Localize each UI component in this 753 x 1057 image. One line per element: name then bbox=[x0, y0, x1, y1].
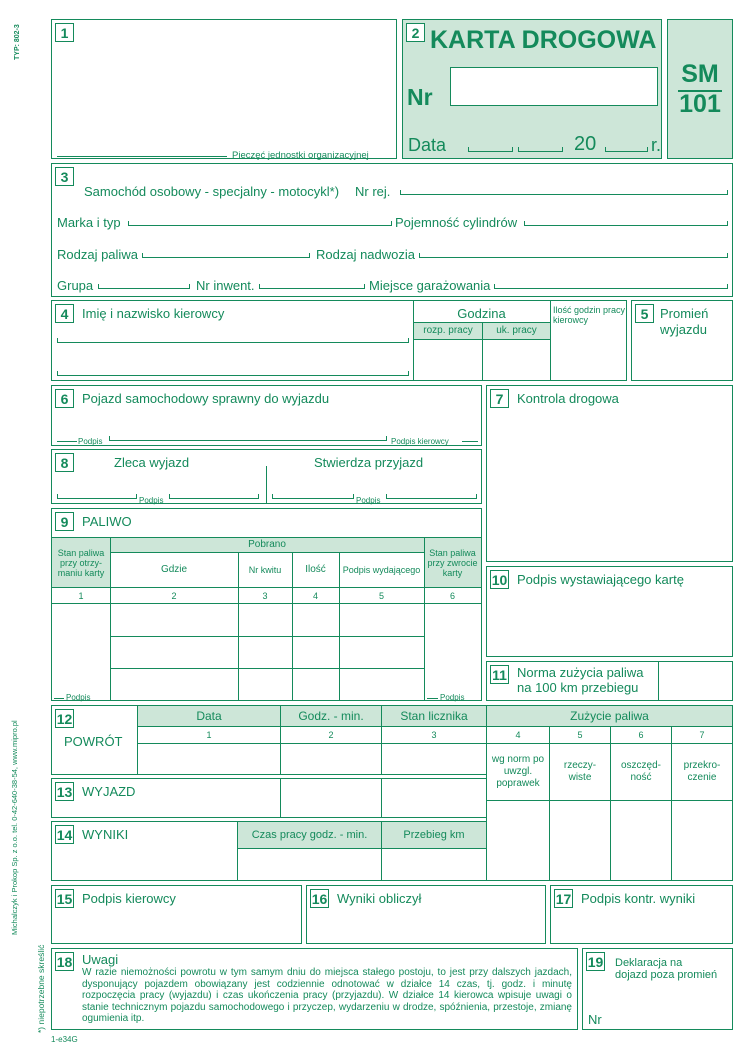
paliwo-label: Rodzaj paliwa bbox=[57, 247, 138, 262]
norma-label-2: na 100 km przebiegu bbox=[517, 680, 639, 695]
footnote: *) niepotrzebne skreślić bbox=[36, 944, 46, 1033]
rozp-header: rozp. pracy bbox=[423, 325, 473, 336]
stwierdza-label: Stwierdza przyjazd bbox=[314, 455, 424, 470]
powrot-label: POWRÓT bbox=[64, 734, 123, 749]
podpis-kierowcy-label: Podpis kierowcy bbox=[391, 437, 449, 446]
box-18-remarks bbox=[51, 948, 578, 1030]
gdzie-header: Gdzie bbox=[160, 564, 188, 575]
nr-label: Nr bbox=[407, 84, 433, 110]
wyjazd-label: WYJAZD bbox=[82, 784, 136, 799]
col-5: 5 bbox=[378, 590, 384, 601]
wg-norm-header: wg norm po uwzgl. poprawek bbox=[491, 754, 545, 789]
col-6: 6 bbox=[638, 730, 644, 740]
stamp-label: Pieczęć jednostki organizacyjnej bbox=[232, 150, 369, 161]
zleca-label: Zleca wyjazd bbox=[114, 455, 190, 470]
box-number: 9 bbox=[55, 512, 74, 531]
podpis-left-label: Podpis bbox=[66, 693, 91, 702]
pojemnosc-field[interactable] bbox=[524, 221, 728, 226]
stwierdza-podpis-field2[interactable] bbox=[386, 494, 477, 499]
col-3: 3 bbox=[262, 590, 268, 601]
box-15-driver-signature[interactable] bbox=[51, 885, 302, 944]
date-year-field[interactable] bbox=[605, 147, 648, 152]
zleca-podpis-field[interactable] bbox=[57, 494, 137, 499]
box-5-radius[interactable] bbox=[631, 300, 733, 381]
uk-field[interactable] bbox=[483, 340, 550, 380]
box-number: 10 bbox=[491, 572, 508, 588]
wyjazd-godz-field[interactable] bbox=[281, 779, 381, 817]
wyniki-obliczyl-label: Wyniki obliczył bbox=[337, 891, 422, 906]
box-number: 2 bbox=[406, 23, 425, 42]
box-number: 12 bbox=[56, 711, 73, 727]
box-number: 6 bbox=[55, 389, 74, 408]
vehicle-type: Samochód osobowy - specjalny - motocykl*) bbox=[84, 184, 340, 199]
box-number: 11 bbox=[490, 665, 509, 684]
godz-header: Godz. - min. bbox=[298, 709, 364, 723]
przekroczenie-header: przekro-czenie bbox=[683, 760, 721, 783]
ilosc-header: Ilość bbox=[305, 564, 326, 575]
marka-label: Marka i typ bbox=[57, 215, 121, 230]
garaz-field[interactable] bbox=[494, 284, 728, 289]
nadwozie-field[interactable] bbox=[419, 253, 728, 258]
box-3-vehicle bbox=[51, 163, 733, 297]
stwierdza-podpis-field[interactable] bbox=[272, 494, 354, 499]
deklaracja-nr-label: Nr bbox=[588, 1012, 602, 1027]
czas-pracy-field[interactable] bbox=[238, 849, 381, 880]
box-number: 15 bbox=[56, 891, 73, 907]
box-10-issuer[interactable] bbox=[486, 566, 733, 657]
rzeczywiste-header: rzeczy-wiste bbox=[563, 760, 597, 783]
czas-pracy-header: Czas pracy godz. - min. bbox=[251, 829, 368, 841]
stan-zwrotu-header: Stan paliwa przy zwrocie karty bbox=[427, 547, 478, 578]
box-number: 17 bbox=[555, 891, 572, 907]
badge-sm: SM bbox=[681, 60, 719, 88]
col-2: 2 bbox=[328, 730, 334, 740]
col-6: 6 bbox=[449, 590, 455, 601]
godzina-header: Godzina bbox=[457, 306, 506, 321]
stan-otrzymania-header: Stan paliwa przy otrzy-maniu karty bbox=[57, 547, 105, 578]
wydajacego-header: Podpis wydającego bbox=[342, 565, 421, 575]
box-number: 18 bbox=[56, 954, 73, 970]
box-8-dispatch bbox=[51, 449, 482, 504]
grupa-field[interactable] bbox=[98, 284, 190, 289]
box-number: 8 bbox=[55, 453, 74, 472]
date-month-field[interactable] bbox=[518, 147, 563, 152]
box-1-stamp bbox=[51, 19, 397, 159]
podpis-right-label: Podpis bbox=[440, 693, 465, 702]
form-title: KARTA DROGOWA bbox=[430, 26, 657, 54]
nadwozie-label: Rodzaj nadwozia bbox=[316, 247, 416, 262]
fuel-usage-table bbox=[486, 705, 733, 881]
norma-label-1: Norma zużycia paliwa bbox=[517, 665, 644, 680]
box-17-control-signature[interactable] bbox=[550, 885, 733, 944]
paliwo-field[interactable] bbox=[142, 253, 310, 258]
box-number: 1 bbox=[55, 23, 74, 42]
rozp-field[interactable] bbox=[414, 340, 482, 380]
col-3: 3 bbox=[431, 730, 437, 740]
zleca-podpis-field2[interactable] bbox=[169, 494, 259, 499]
data-label: Data bbox=[408, 135, 447, 155]
stwierdza-podpis-label: Podpis bbox=[356, 496, 381, 505]
box-number: 19 bbox=[587, 954, 604, 970]
oszczednosc-header: oszczęd-ność bbox=[620, 760, 661, 783]
pojemnosc-label: Pojemność cylindrów bbox=[395, 215, 518, 230]
garaz-label: Miejsce garażowania bbox=[369, 278, 491, 293]
box-number: 13 bbox=[56, 784, 73, 800]
box-number: 14 bbox=[56, 827, 73, 843]
ilosc-godzin-header: Ilość godzin pracy kierowcy bbox=[553, 305, 626, 325]
date-day-field[interactable] bbox=[468, 147, 513, 152]
box-9-fuel bbox=[51, 508, 482, 701]
wyjazdu-label: wyjazdu bbox=[660, 322, 707, 337]
publisher-info: Michalczyk i Prokop Sp. z o.o. tel. 0-42-640-38-54, www.mipro.pl bbox=[10, 720, 19, 935]
kwit-header: Nr kwitu bbox=[248, 565, 282, 575]
kontrola-label: Kontrola drogowa bbox=[517, 391, 619, 406]
wyjazd-licznik-field[interactable] bbox=[382, 779, 486, 817]
box-13-departure bbox=[51, 778, 487, 818]
driver-name-line1[interactable] bbox=[57, 338, 409, 343]
grupa-label: Grupa bbox=[57, 278, 94, 293]
box-7-road-control[interactable] bbox=[486, 385, 733, 562]
nr-rej-label: Nr rej. bbox=[355, 184, 391, 199]
year-suffix: r. bbox=[651, 135, 662, 155]
data-header: Data bbox=[196, 709, 222, 723]
stan-licznika-header: Stan licznika bbox=[400, 709, 468, 723]
box-number: 16 bbox=[311, 891, 328, 907]
col-2: 2 bbox=[171, 590, 177, 601]
pobrano-header: Pobrano bbox=[248, 539, 286, 550]
paliwo-title: PALIWO bbox=[82, 514, 132, 529]
col-4: 4 bbox=[515, 730, 521, 740]
podpis-field[interactable] bbox=[109, 436, 387, 441]
col-4: 4 bbox=[312, 590, 318, 601]
norma-field[interactable] bbox=[659, 662, 732, 700]
year-prefix: 20 bbox=[574, 133, 597, 155]
box-14-results bbox=[51, 821, 487, 881]
promien-label: Promień bbox=[660, 306, 709, 321]
zleca-podpis-label: Podpis bbox=[139, 496, 164, 505]
sprawny-label: Pojazd samochodowy sprawny do wyjazdu bbox=[82, 391, 330, 406]
box-16-calculated[interactable] bbox=[306, 885, 546, 944]
col-1: 1 bbox=[206, 730, 212, 740]
ilosc-godzin-field[interactable] bbox=[551, 329, 626, 380]
col-7: 7 bbox=[699, 730, 705, 740]
col-1: 1 bbox=[78, 590, 84, 601]
podpis-kierowcy-label: Podpis kierowcy bbox=[82, 891, 176, 906]
driver-label: Imię i nazwisko kierowcy bbox=[82, 306, 225, 321]
box-number: 3 bbox=[55, 167, 74, 186]
inwent-label: Nr inwent. bbox=[196, 278, 255, 293]
marka-field[interactable] bbox=[128, 221, 392, 226]
nr-input[interactable] bbox=[450, 67, 658, 106]
box-19-declaration bbox=[582, 948, 733, 1030]
zuzycie-header: Zużycie paliwa bbox=[570, 709, 649, 723]
box-number: 5 bbox=[635, 304, 654, 323]
wystawiajacego-label: Podpis wystawiającego kartę bbox=[517, 572, 684, 587]
kontr-wyniki-label: Podpis kontr. wyniki bbox=[581, 891, 696, 906]
badge-number: 101 bbox=[679, 90, 721, 118]
uk-header: uk. pracy bbox=[496, 325, 537, 336]
box-2-title bbox=[402, 19, 662, 159]
box-11-fuel-norm bbox=[486, 661, 733, 701]
inwent-field[interactable] bbox=[259, 284, 365, 289]
deklaracja-nr-field[interactable] bbox=[608, 1004, 728, 1028]
uwagi-text: W razie niemożności powrotu w tym samym dniu do miejsca stałego postoju, to jest przy dalszych jazdach, dysponujący pojazdem obowiązany jest codziennie odnotować w działce 14 czas, tj. godz. i minutę rozpoczęcia pracy (wyjazdu) i czas ukończenia pracy (przyjazdu). W działce 14 kierowca wpisuje uwagi o stanie technicznym pojazdu samochodowego i przyczep, wydarzeniu w drodze, spóźnienia, przestoje, zmianę ogumienia itp. bbox=[82, 967, 572, 1024]
przebieg-field[interactable] bbox=[382, 849, 486, 880]
box-number: 4 bbox=[55, 304, 74, 323]
col-5: 5 bbox=[577, 730, 583, 740]
driver-name-line2[interactable] bbox=[57, 371, 409, 376]
deklaracja-label-2: dojazd poza promień bbox=[615, 969, 718, 981]
wyniki-label: WYNIKI bbox=[82, 827, 129, 842]
form-code-badge bbox=[667, 19, 733, 159]
deklaracja-label-1: Deklaracja na bbox=[615, 957, 683, 969]
box-number: 7 bbox=[490, 389, 509, 408]
przebieg-header: Przebieg km bbox=[403, 829, 465, 841]
nr-rej-field[interactable] bbox=[400, 190, 728, 195]
form-type-code: TYP: 802-3 bbox=[14, 24, 21, 60]
box-12-return bbox=[51, 705, 487, 775]
uwagi-label: Uwagi bbox=[82, 952, 119, 967]
box-4-driver bbox=[51, 300, 627, 381]
box-6-vehicle-ok bbox=[51, 385, 482, 446]
form-code: 1-e34G bbox=[51, 1035, 78, 1044]
podpis-label: Podpis bbox=[78, 437, 103, 446]
